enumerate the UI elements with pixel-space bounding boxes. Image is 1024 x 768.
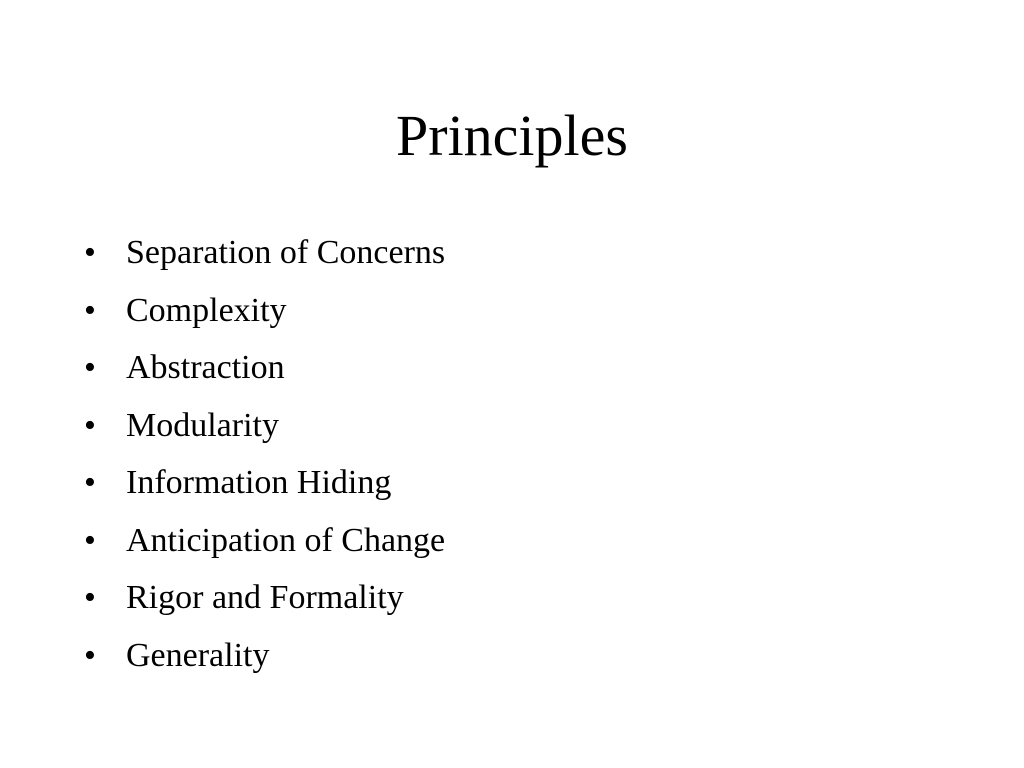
list-item-label: Separation of Concerns	[126, 234, 446, 271]
list-item	[84, 512, 964, 570]
list-item	[84, 627, 964, 685]
bullet-icon: •	[84, 406, 96, 444]
list-item-label: Generality	[126, 636, 270, 674]
list-item-label: Modularity	[126, 406, 279, 444]
list-item	[84, 454, 964, 512]
slide-title: Principles	[396, 103, 628, 168]
bullet-icon: •	[84, 349, 96, 386]
bullet-icon: •	[84, 636, 96, 674]
list-item-label: Anticipation of Change	[126, 521, 446, 559]
list-item-label: Abstraction	[126, 349, 285, 386]
bullet-icon: •	[84, 464, 96, 501]
list-item-label: Information Hiding	[126, 464, 392, 501]
bullet-icon: •	[84, 521, 96, 559]
list-item	[84, 224, 964, 282]
list-item-label: Rigor and Formality	[126, 579, 404, 616]
list-item	[84, 282, 964, 340]
bullet-icon: •	[84, 291, 96, 329]
list-item	[84, 397, 964, 455]
bullet-icon: •	[84, 579, 96, 616]
bullet-icon: •	[84, 234, 96, 271]
bullet-list	[84, 224, 964, 684]
list-item	[84, 569, 964, 627]
list-item	[84, 339, 964, 397]
list-item-label: Complexity	[126, 291, 287, 329]
